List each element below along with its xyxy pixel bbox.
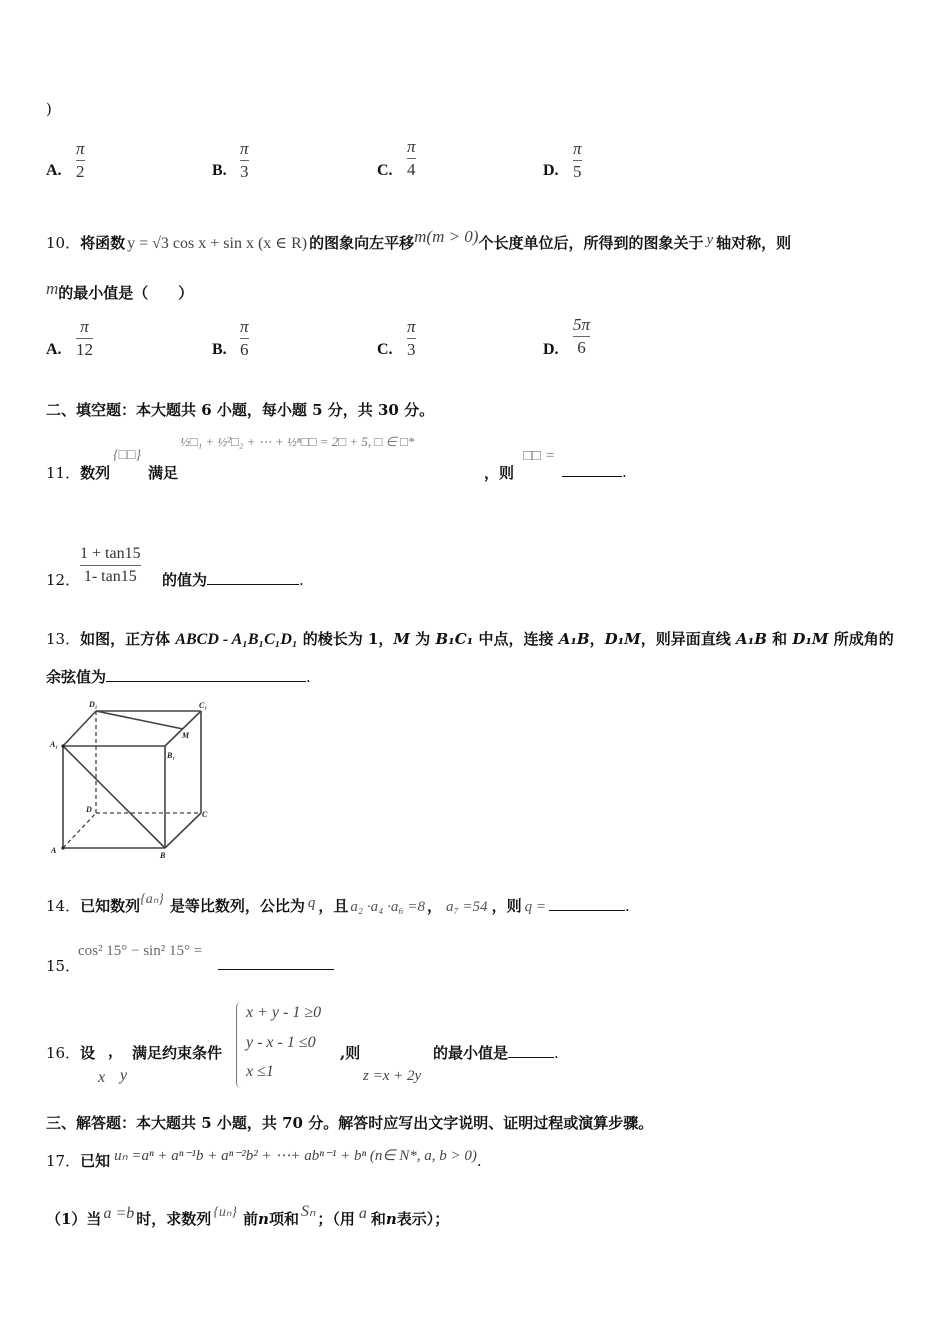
label-c: C (202, 810, 208, 819)
q14-answer-blank[interactable] (549, 896, 625, 911)
label-b1: B₁ (167, 751, 176, 760)
q11-text-a: 数列 (80, 464, 111, 482)
q16-end: . (554, 1044, 559, 1062)
q9-option-c-fraction (407, 138, 416, 179)
q10-option-c-label[interactable]: C. (377, 341, 393, 358)
q16-constraint-1: x + y - 1 ≥0 (246, 1004, 322, 1021)
q14-target: q = (524, 899, 546, 915)
q11-text-c: ，则 (484, 464, 515, 482)
point-a1 (61, 744, 64, 747)
q13-b1c1: B₁C₁ (435, 630, 474, 648)
q10-text-c: 个长度单位后，所得到的图象关于 (478, 234, 704, 252)
q13-number: 13． (46, 630, 81, 648)
q12-num: 1 + tan15 (80, 545, 141, 562)
q17-n: n (258, 1210, 269, 1228)
q17-number: 17． (46, 1152, 81, 1170)
q10-option-c-fraction (407, 318, 416, 359)
q10-option-a-den: 12 (76, 340, 93, 359)
q16-y: y (120, 1067, 128, 1084)
q15-answer (218, 955, 334, 974)
q16-tail (433, 1042, 559, 1063)
q10-option-d-fraction (573, 316, 590, 357)
label-m: M (182, 731, 190, 740)
q11-number-text (46, 462, 110, 483)
q12-text: 的值为 (162, 571, 208, 589)
point-a (61, 846, 64, 849)
q10-text-b: 的图象向左平移 (309, 234, 415, 252)
hidden-edge-a-d (63, 813, 96, 848)
segment-d1-m (96, 711, 183, 729)
q10-option-b-num: π (240, 317, 249, 336)
q9-option-c-label[interactable]: C. (377, 162, 393, 179)
q16-brace (236, 1002, 241, 1088)
q16-constraint-3: x ≤1 (246, 1063, 274, 1080)
q13-d1m-2: D₁M (792, 630, 829, 648)
q14-number: 14． (46, 897, 81, 915)
q13-and: 和 (766, 630, 793, 648)
q13-sep: ， (589, 630, 605, 648)
q13-a1b: A₁B (558, 630, 590, 648)
q17-formula: uₙ =aⁿ + aⁿ⁻¹b + aⁿ⁻²b² + ⋯+ abⁿ⁻¹ + bⁿ (n∈ N*, a, b > 0) (114, 1148, 477, 1164)
q10-option-d-den: 6 (577, 338, 586, 357)
q14-text-a: 已知数列 (80, 897, 141, 915)
q16-x: x (98, 1069, 106, 1086)
q11-answer (562, 462, 627, 481)
q9-option-d-fraction (573, 140, 582, 181)
q16-answer-blank[interactable] (508, 1043, 554, 1058)
q10-option-b-den: 6 (240, 340, 249, 359)
q17-part1-a: （1）当 (46, 1210, 102, 1228)
q12-den: 1- tan15 (83, 568, 137, 585)
q13-text-d: 中点，连接 (473, 630, 559, 648)
q17-end: . (476, 1152, 482, 1170)
q13-line2 (46, 666, 311, 687)
q10-number: 10． (46, 234, 81, 252)
q10-option-b-fraction (240, 318, 249, 359)
q13-cube: ABCD - A₁B₁C₁D₁ (175, 631, 298, 648)
q12-end: . (299, 571, 304, 589)
q17-line (46, 1150, 482, 1171)
q10-option-d-num: 5π (573, 315, 591, 334)
q12-answer-blank[interactable] (207, 570, 299, 585)
q9-option-d-den: 5 (573, 162, 582, 181)
label-a: A (51, 846, 57, 855)
q14-q: q (307, 895, 316, 911)
q14-text-b: 是等比数列，公比为 (169, 897, 305, 915)
q17-part1-b: 时，求数列 (136, 1210, 212, 1228)
q17-part1-c: 前 (243, 1210, 259, 1228)
q9-option-b-num: π (240, 139, 249, 158)
q9-option-b-den: 3 (240, 162, 249, 181)
q13-text-e: ，则异面直线 (640, 630, 737, 648)
q10-line2-var: m (46, 279, 59, 298)
q10-option-c-den: 3 (407, 340, 416, 359)
q13-cube-figure (44, 696, 224, 866)
q9-option-c-num: π (407, 137, 416, 156)
q16-sep: ， (108, 1042, 124, 1060)
q11-number: 11． (46, 464, 81, 482)
q11-seq: {□□} (113, 448, 142, 463)
q10-option-d-label[interactable]: D. (543, 341, 559, 358)
label-a1: A₁ (50, 740, 59, 749)
q14-end: . (624, 897, 630, 915)
q9-option-d-label[interactable]: D. (543, 162, 559, 179)
q9-option-a-label[interactable]: A. (46, 162, 62, 179)
q15-answer-blank[interactable] (218, 955, 334, 970)
q10-option-a-fraction (76, 318, 93, 359)
q17-n2: n (385, 1210, 397, 1228)
q10-formula: y = √3 cos x + sin x (x ∈ R) (127, 235, 308, 252)
continued-paren: ) (46, 100, 52, 118)
q10-shift: m(m > 0) (414, 227, 479, 246)
q9-option-b-fraction (240, 140, 249, 181)
q17-seq: {uₙ} (213, 1205, 238, 1220)
q9-option-d-num: π (573, 139, 582, 158)
q14-seq: {aₙ} (140, 892, 164, 907)
q9-option-a-num: π (76, 139, 85, 158)
q16-objective: z =x + 2y (363, 1068, 422, 1084)
q12-fraction (80, 545, 141, 586)
q16-constraint-2: y - x - 1 ≤0 (246, 1034, 316, 1051)
q16-text-b: 满足约束条件 (132, 1044, 223, 1062)
q11-answer-blank[interactable] (562, 462, 622, 477)
q17-text-a: 已知 (80, 1152, 111, 1170)
q13-text-c: 为 (410, 630, 436, 648)
q10-text-a: 将函数 (80, 234, 126, 252)
q11-target: □□ = (523, 448, 555, 464)
q10-option-b-label[interactable]: B. (212, 341, 227, 358)
q9-option-a-den: 2 (76, 162, 85, 181)
section2-heading: 二、填空题：本大题共 6 小题，每小题 5 分，共 30 分。 (46, 401, 435, 419)
q13-answer-blank[interactable] (106, 667, 306, 682)
q13-d1m: D₁M (604, 630, 641, 648)
q12-tail (162, 569, 304, 590)
q15-number: 15． (46, 957, 81, 975)
q14-text-c: ，且 (318, 897, 349, 915)
q17-cond: a =b (103, 1205, 135, 1222)
q10-line2-text: 的最小值是（ ） (58, 284, 194, 302)
q17-part1-e: ；（用 (317, 1210, 355, 1228)
q17-part1-g: 表示）； (396, 1210, 450, 1228)
q17-part1-f: 和 (370, 1210, 386, 1228)
q13-line1 (46, 628, 894, 649)
q9-option-b-label[interactable]: B. (212, 162, 227, 179)
q13-text-a: 如图，正方体 (80, 630, 176, 648)
q13-text-b: 的棱长为 1， (297, 630, 394, 648)
q10-option-a-num: π (80, 317, 89, 336)
section3-heading: 三、解答题：本大题共 5 小题，共 70 分。解答时应写出文字说明、证明过程或演算步骤。 (46, 1114, 654, 1132)
label-c1: C₁ (199, 701, 208, 710)
q14-cond2: a₇ =54 (445, 899, 488, 915)
q17-a: a (358, 1205, 367, 1222)
q13-text-f: 所成角的 (828, 630, 894, 648)
q10-line1 (46, 227, 792, 253)
label-d: D (86, 805, 92, 814)
q11-formula: ½□₁ + ½²□₂ + ⋯ + ½ⁿ□□ = 2□ + 5, □ ∈ □* (180, 434, 415, 449)
q10-option-c-num: π (407, 317, 416, 336)
q14-text-d: ，则 (491, 897, 522, 915)
q9-option-c-den: 4 (407, 160, 416, 179)
label-d1: D₁ (89, 700, 98, 709)
label-b: B (160, 851, 166, 860)
q12-number: 12． (46, 571, 81, 589)
q14-line (46, 892, 630, 916)
q13-m: M (393, 630, 411, 648)
q10-line2 (46, 279, 194, 303)
q10-option-a-label[interactable]: A. (46, 341, 62, 358)
q10-text-d: 轴对称，则 (716, 234, 792, 252)
edge-b-c (165, 813, 201, 848)
q11-text-b: 满足 (148, 464, 179, 482)
q16-number: 16． (46, 1044, 81, 1062)
q9-option-a-fraction (76, 140, 85, 181)
q16-text-c: ,则 (340, 1044, 361, 1062)
q17-part1-d: 项和 (268, 1210, 299, 1228)
q13-end: . (306, 668, 311, 686)
q14-sep: ， (426, 897, 442, 915)
edge-a1-d1 (63, 711, 96, 746)
q13-line2-text: 余弦值为 (46, 668, 107, 686)
q17-part1 (46, 1203, 450, 1229)
q17-sn: Sₙ (300, 1203, 316, 1220)
q15-formula: cos² 15° − sin² 15° = (78, 943, 203, 959)
q13-a1b-2: A₁B (736, 630, 767, 648)
q16-text-d: 的最小值是 (433, 1044, 509, 1062)
q11-end: . (622, 463, 627, 481)
q10-axis-var: y (706, 232, 714, 248)
q16-text-a: 设 (80, 1044, 96, 1062)
q14-cond1: a₂ ·a₄ ·a₆ =8 (350, 899, 425, 915)
